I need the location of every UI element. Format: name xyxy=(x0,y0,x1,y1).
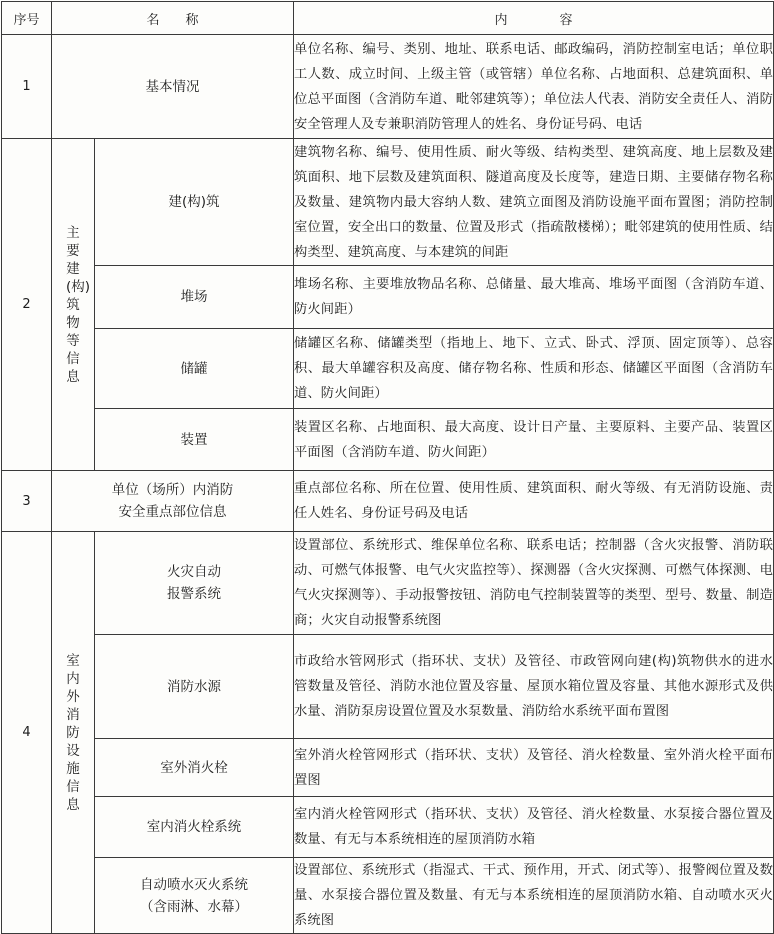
row-number: 2 xyxy=(2,139,52,471)
row-name-line: 火灾自动 xyxy=(167,564,221,580)
row-content: 室外消火栓管网形式（指环状、支状）及管径、消火栓数量、室外消火栓平面布置图 xyxy=(294,739,774,797)
table-header-row xyxy=(2,2,774,35)
table-row xyxy=(2,266,774,329)
row-name: 室内消火栓系统 xyxy=(95,797,294,858)
row-content: 设置部位、系统形式、维保单位名称、联系电话；控制器（含火灾报警、消防联动、可燃气体报警、电气火灾监控等）、探测器（含火灾探测、可燃气体探测、电气火灾探测等）、手动报警按钮、消防电气控制装置等的类型、型号、数量、制造商；火灾自动报警系统图 xyxy=(294,532,774,635)
row-name xyxy=(52,471,294,532)
group-label: 室内外消防设施信息 xyxy=(66,652,80,813)
row-name xyxy=(95,532,294,635)
row-name: 消防水源 xyxy=(95,635,294,739)
row-name: 基本情况 xyxy=(52,35,294,139)
row-number: 3 xyxy=(2,471,52,532)
row-content: 室内消火栓管网形式（指环状、支状）及管径、消火栓数量、水泵接合器位置及数量、有无与本系统相连的屋顶消防水箱 xyxy=(294,797,774,858)
row-name: 堆场 xyxy=(95,266,294,329)
table-row xyxy=(2,471,774,532)
table-row xyxy=(2,35,774,139)
row-name: 装置 xyxy=(95,409,294,471)
row-name-line: 自动喷水灭火系统 xyxy=(140,876,248,893)
row-name-line: 单位（场所）内消防 xyxy=(111,482,234,498)
header-content: 内 容 xyxy=(294,2,774,35)
header-serial-number: 序号 xyxy=(2,2,52,35)
header-name: 名 称 xyxy=(52,2,294,35)
table-row xyxy=(2,532,774,635)
table-row xyxy=(2,797,774,858)
row-name-line: （含雨淋、水幕） xyxy=(140,898,248,915)
row-content: 市政给水管网形式（指环状、支状）及管径、市政管网向建(构)筑物供水的进水管数量及管径、消防水池位置及容量、屋顶水箱位置及容量、其他水源形式及供水量、消防泵房设置位置及水泵数量、消防给水系统平面布置图 xyxy=(294,635,774,739)
group-cell xyxy=(52,139,95,471)
row-name: 室外消火栓 xyxy=(95,739,294,797)
table-row xyxy=(2,739,774,797)
table-row xyxy=(2,409,774,471)
row-name-line: 安全重点部位信息 xyxy=(118,504,227,520)
row-name-line: 报警系统 xyxy=(167,586,221,602)
row-name: 建(构)筑 xyxy=(95,139,294,266)
row-content: 重点部位名称、所在位置、使用性质、建筑面积、耐火等级、有无消防设施、责任人姓名、身份证号码及电话 xyxy=(294,471,774,532)
group-label: 主要建(构)筑物等信息 xyxy=(66,224,91,385)
fire-info-table xyxy=(1,1,774,934)
table-row xyxy=(2,635,774,739)
table-row xyxy=(2,858,774,934)
row-content: 堆场名称、主要堆放物品名称、总储量、最大堆高、堆场平面图（含消防车道、防火间距） xyxy=(294,266,774,329)
row-content: 建筑物名称、编号、使用性质、耐火等级、结构类型、建筑高度、地上层数及建筑面积、地下层数及建筑面积、隧道高度及长度等，建造日期、主要储存物名称及数量、建筑物内最大容纳人数、建筑立面图及消防设施平面布置图；消防控制室位置，安全出口的数量、位置及形式（指疏散楼梯）；毗邻建筑的使用性质、结构类型、建筑高度、与本建筑的间距 xyxy=(294,139,774,266)
row-content: 储罐区名称、储罐类型（指地上、地下、立式、卧式、浮顶、固定顶等）、总容积、最大单罐容积及高度、储存物名称、性质和形态、储罐区平面图（含消防车道、防火间距） xyxy=(294,329,774,409)
group-cell xyxy=(52,532,95,934)
table-row xyxy=(2,139,774,266)
row-name: 储罐 xyxy=(95,329,294,409)
row-content: 单位名称、编号、类别、地址、联系电话、邮政编码，消防控制室电话；单位职工人数、成立时间、上级主管（或管辖）单位名称、占地面积、总建筑面积、单位总平面图（含消防车道、毗邻建筑等）；单位法人代表、消防安全责任人、消防安全管理人及专兼职消防管理人的姓名、身份证号码、电话 xyxy=(294,35,774,139)
row-name xyxy=(95,858,294,934)
row-content: 装置区名称、占地面积、最大高度、设计日产量、主要原料、主要产品、装置区平面图（含消防车道、防火间距） xyxy=(294,409,774,471)
row-number: 1 xyxy=(2,35,52,139)
row-content: 设置部位、系统形式（指湿式、干式、预作用，开式、闭式等）、报警阀位置及数量、水泵接合器位置及数量、有无与本系统相连的屋顶消防水箱、自动喷水灭火系统图 xyxy=(294,858,774,934)
table-row xyxy=(2,329,774,409)
row-number: 4 xyxy=(2,532,52,934)
